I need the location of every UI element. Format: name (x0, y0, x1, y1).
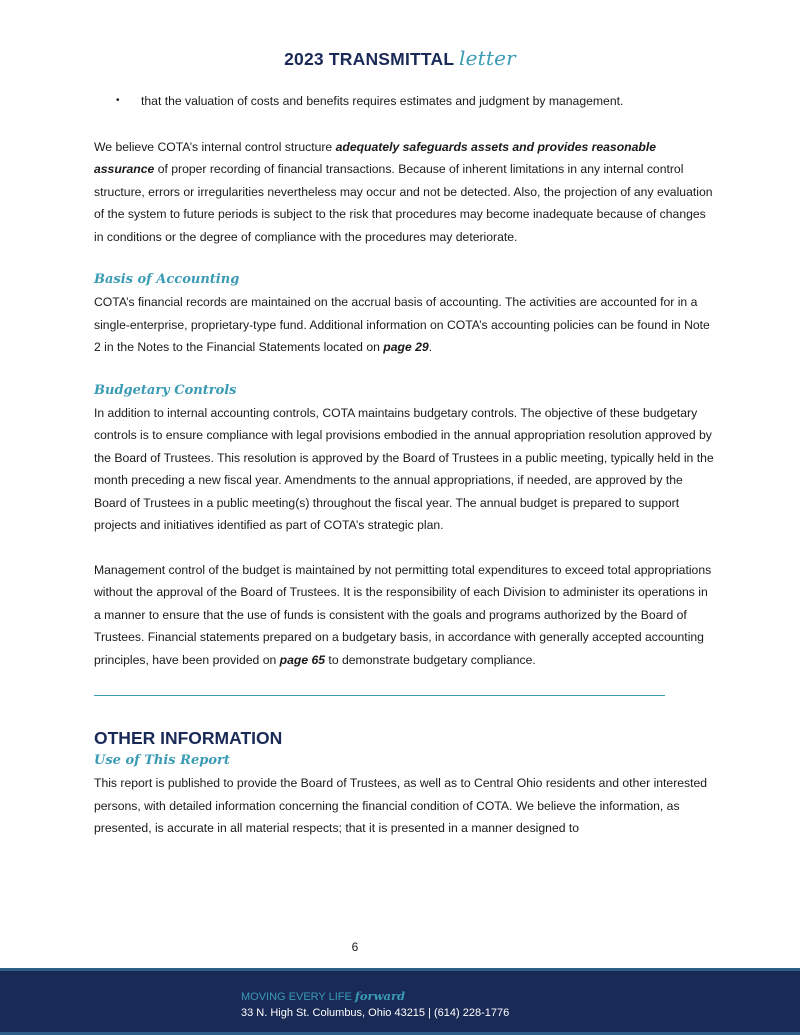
budgetary-paragraph-1: In addition to internal accounting controls, COTA maintains budgetary controls. The objective of these budgetary controls is to ensure compliance with legal provisions embodied in the annual appropriation resolution approved by the Board of Trustees. This resolution is approved by the Board of Trustees in a public meeting, typically held in the month preceding a new fiscal year. Amendments to the annual appropriations, if needed, are approved by the Board of Trustees in a public meeting(s) throughout the fiscal year. The annual budget is prepared to support projects and initiatives identified as part of COTA’s strategic plan. (94, 405, 714, 532)
budgetary-text-post: to demonstrate budgetary compliance. (325, 652, 536, 667)
bullet-text: that the valuation of costs and benefits requires estimates and judgment by management. (141, 94, 624, 108)
bullet-item (116, 90, 714, 113)
footer-tagline (241, 988, 509, 1005)
document-body (94, 90, 714, 840)
budgetary-page-ref: page 65 (279, 652, 326, 667)
budgetary-heading: Budgetary Controls (94, 382, 237, 398)
basis-text-post: . (428, 340, 433, 354)
footer-tagline-script: forward (354, 989, 406, 1003)
title-script: letter (458, 46, 516, 70)
basis-paragraph (94, 291, 714, 359)
budgetary-text-pre: Management control of the budget is maintained by not permitting total expenditures to exceed total appropriations without the approval of the Board of Trustees. It is the responsibility of each Division to administer its operations in a manner to ensure that the use of funds is consistent with the goals and programs authorized by the Board of Trustees. Financial statements prepared on a budgetary basis, in accordance with generally accepted accounting principles, have been provided on (94, 562, 712, 667)
bullet-icon: • (116, 95, 120, 106)
footer-bar (0, 968, 800, 1035)
basis-text-pre: COTA’s financial records are maintained on the accrual basis of accounting. The activities are accounted for in a single-enterprise, proprietary-type fund. Additional information on COTA’s accounting policies can be found in Note 2 in the Notes to the Financial Statements located on (94, 295, 710, 354)
internal-control-text-post: of proper recording of financial transactions. Because of inherent limitations in any internal control structure, errors or irregularities nevertheless may occur and not be detected. Also, the projection of any evaluation of the system to future periods is subject to the risk that procedures may become inadequate because of changes in conditions or the degree of compliance with the procedures may deteriorate. (94, 162, 713, 244)
basis-page-ref: page 29 (383, 340, 429, 354)
use-of-report-paragraph: This report is published to provide the Board of Trustees, as well as to Central Ohio residents and other interested persons, with detailed information concerning the financial condition of COTA. We believe the information, as presented, is accurate in all material respects; that it is presented in a manner designed to (94, 776, 708, 835)
section-divider (94, 695, 665, 696)
basis-heading: Basis of Accounting (94, 272, 240, 287)
title-main: 2023 TRANSMITTAL (284, 49, 454, 69)
other-information-heading: OTHER INFORMATION (94, 728, 283, 748)
internal-control-paragraph (94, 136, 714, 249)
internal-control-emphasis: adequately safeguards assets and provides reasonable assurance (94, 139, 656, 176)
budgetary-paragraph-2 (94, 559, 714, 672)
page-title (0, 46, 800, 70)
footer-address: 33 N. High St. Columbus, Ohio 43215 | (614) 228-1776 (241, 1007, 510, 1019)
internal-control-text-pre: We believe COTA’s internal control structure (94, 139, 336, 154)
page-number: 6 (351, 940, 359, 954)
footer-tagline-text: MOVING EVERY LIFE (241, 991, 352, 1003)
use-of-report-heading: Use of This Report (94, 753, 230, 768)
